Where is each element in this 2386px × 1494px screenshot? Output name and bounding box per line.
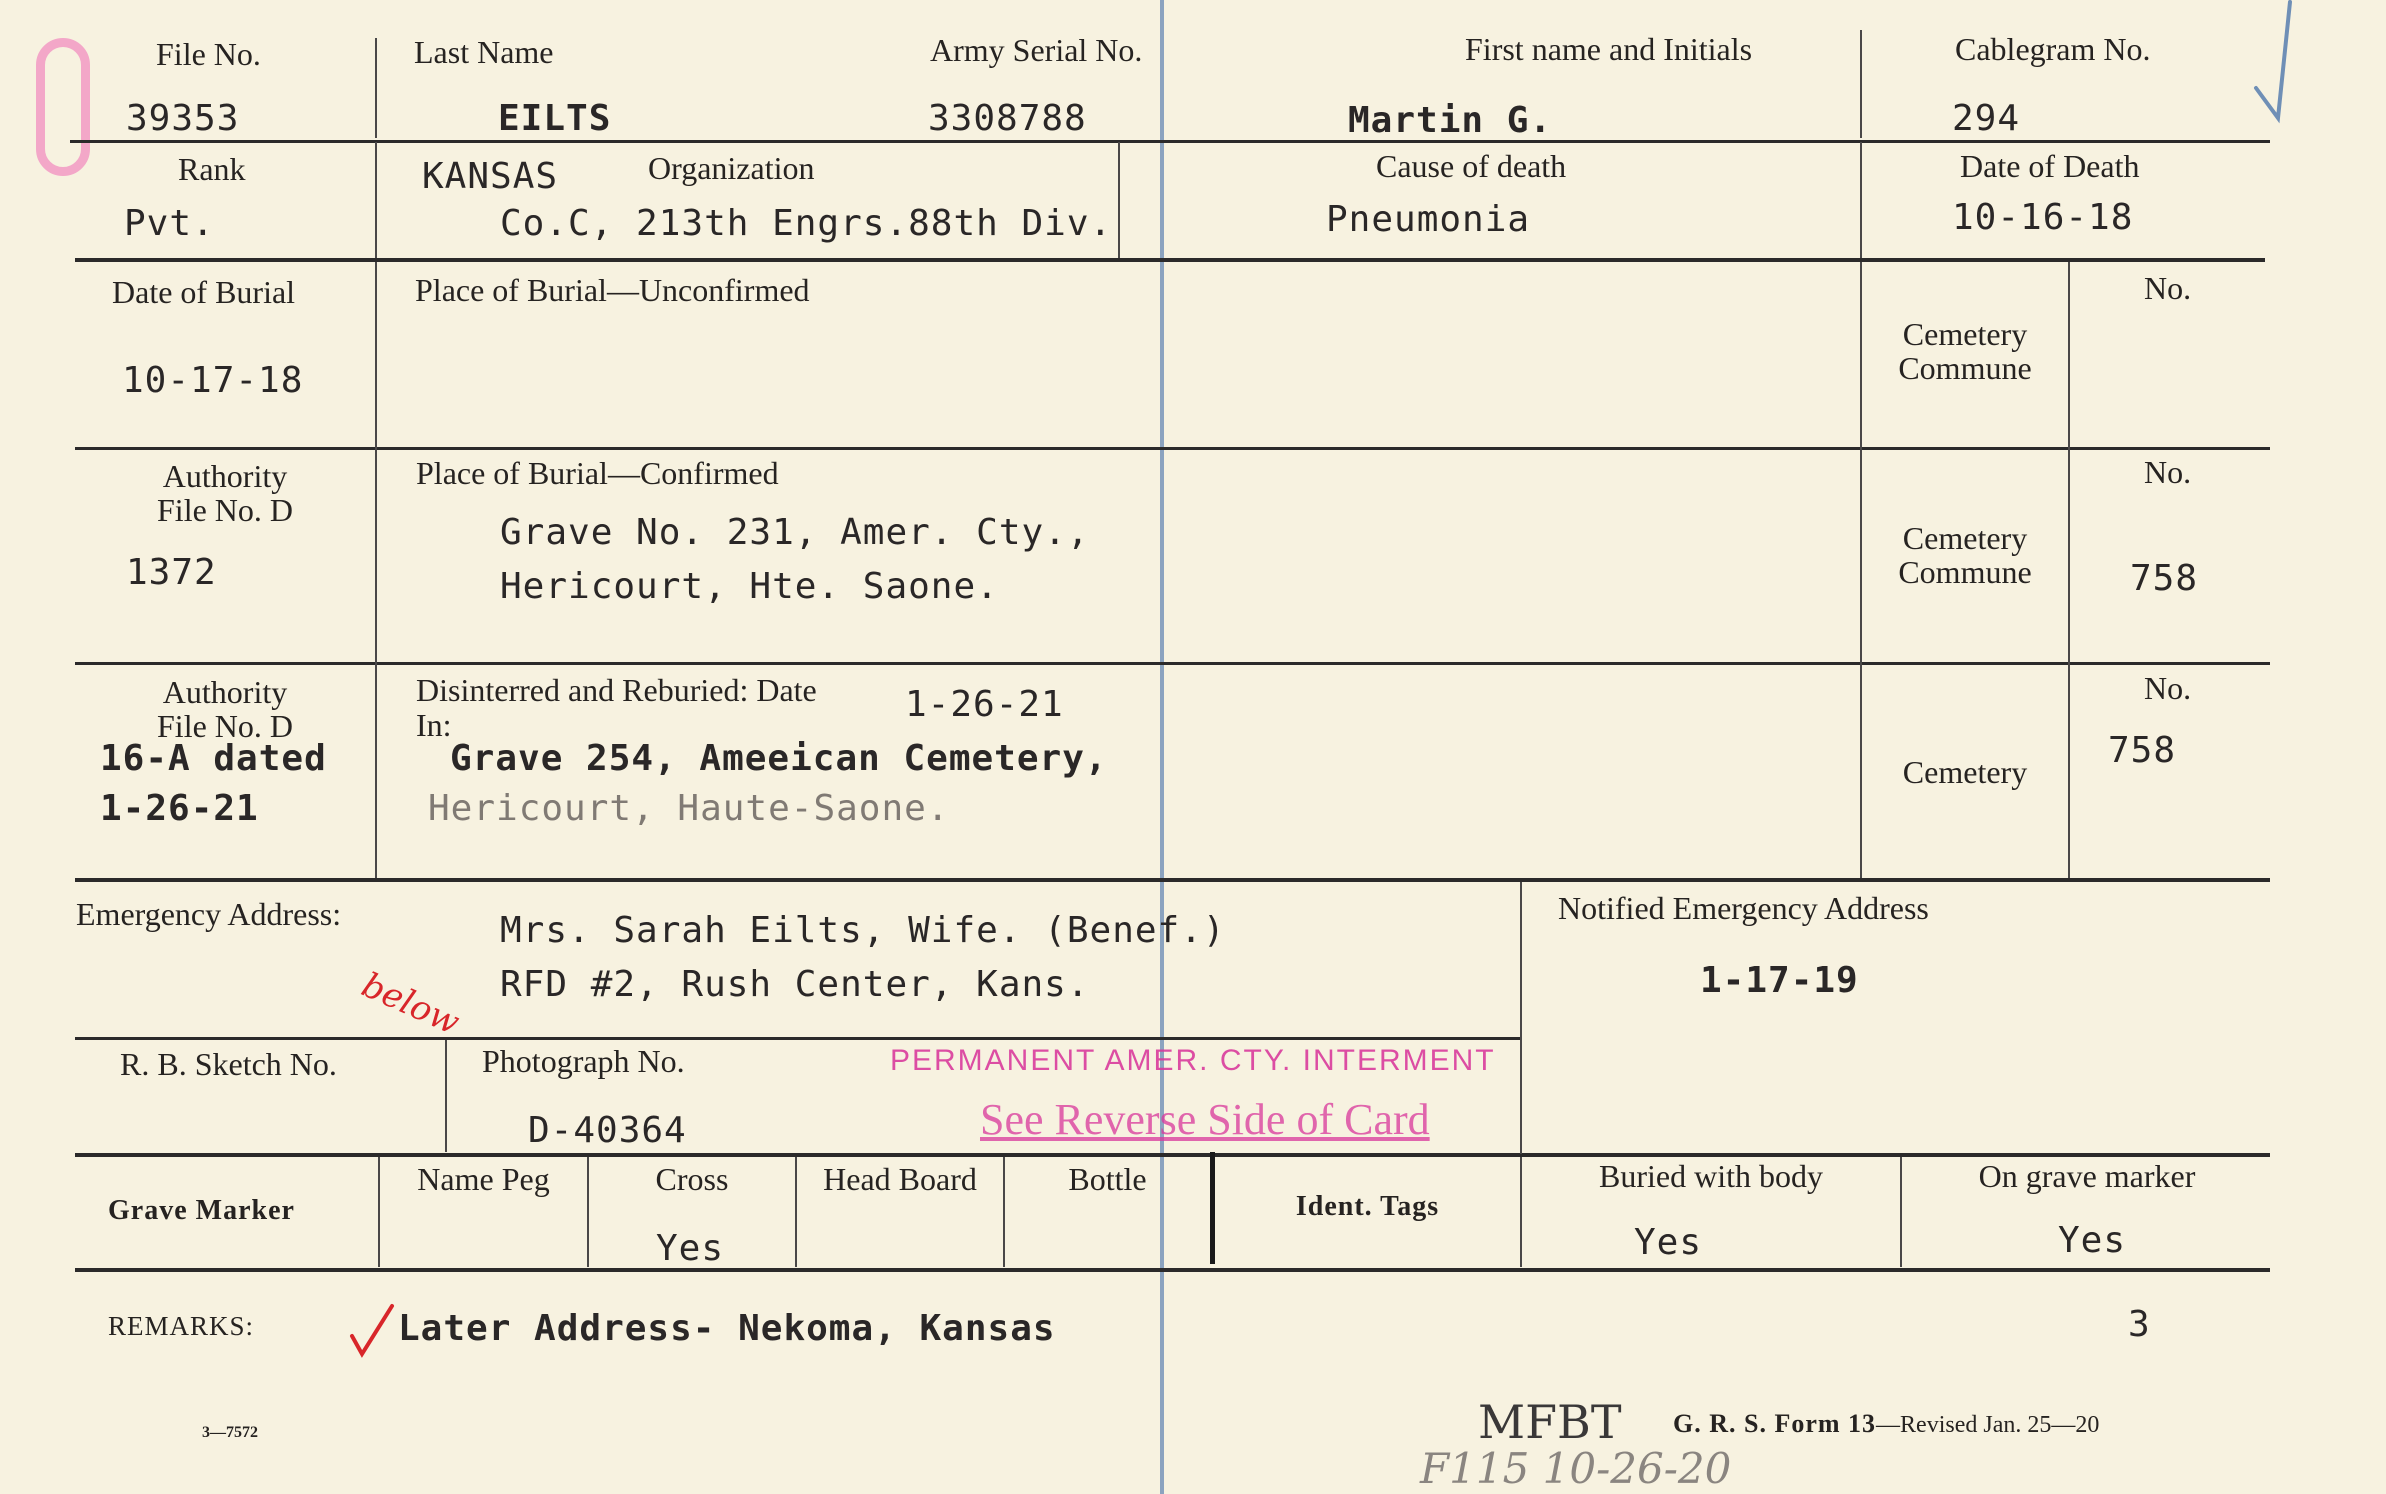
name-peg-label: Name Peg [417,1161,550,1197]
confirmed-no-label: No. [2144,454,2192,490]
reburial-authority-line2: 1-26-21 [100,788,259,829]
confirmed-place-label: Place of Burial—Confirmed [416,455,779,491]
file-no-label: File No. [156,36,261,72]
see-reverse-stamp: See Reverse Side of Card [980,1095,1430,1144]
cross-label: Cross [655,1161,729,1197]
buried-with-body-label: Buried with body [1599,1158,1823,1194]
printer-code: 3—7572 [202,1424,258,1441]
on-grave-marker-label: On grave marker [1978,1158,2196,1194]
reburial-line2: Hericourt, Haute-Saone. [428,788,950,829]
form-name: G. R. S. Form 13 [1673,1409,1877,1438]
confirmed-place-line2: Hericourt, Hte. Saone. [500,566,999,607]
reburial-in-label: In: [416,707,452,743]
file-no-value: 39353 [126,98,240,139]
reburial-label: Disinterred and Reburied: Date [416,672,817,708]
rank-label: Rank [178,151,246,187]
rb-sketch-label: R. B. Sketch No. [120,1046,337,1082]
confirmed-authority-label: Authority [162,458,288,494]
confirmed-file-no-label: File No. D [157,492,293,528]
cause-label: Cause of death [1376,148,1567,184]
first-name-value: Martin G. [1348,100,1553,141]
reburial-cemetery-label: Cemetery [1902,754,2028,790]
cause-value: Pneumonia [1326,199,1531,240]
handwritten-note: below [355,965,466,1044]
handwritten-footer-note: F115 10-26-20 [1420,1444,1732,1493]
ident-tags-label: Ident. Tags [1295,1191,1440,1222]
blue-check-icon [2250,0,2300,130]
form-revised: —Revised Jan. 25—20 [1876,1412,2100,1438]
date-of-burial-label: Date of Burial [112,274,296,310]
emergency-line2: RFD #2, Rush Center, Kans. [500,964,1090,1005]
state-value: KANSAS [422,156,559,197]
organization-value: Co.C, 213th Engrs.88th Div. [500,203,1113,244]
reburial-authority-line1: 16-A dated [100,738,327,779]
date-of-death-value: 10-16-18 [1952,197,2134,238]
last-name-value: EILTS [498,98,612,139]
confirmed-commune-label: Commune [1898,554,2032,590]
rank-value: Pvt. [124,203,215,244]
reburial-date: 1-26-21 [905,684,1064,725]
paper-clip-mark [36,38,90,176]
remarks-text: Later Address- Nekoma, Kansas [398,1308,1056,1349]
form-number [1673,1410,2099,1438]
date-of-burial-value: 10-17-18 [122,360,304,401]
unconfirmed-cemetery-label: Cemetery [1902,316,2028,352]
initials-stamp: MFBT [1478,1395,1622,1449]
cablegram-value: 294 [1952,98,2021,139]
organization-label: Organization [648,150,815,186]
cross-value: Yes [656,1228,725,1269]
reburial-line1: Grave 254, Ameeican Cemetery, [450,738,1108,779]
unconfirmed-commune-label: Commune [1898,350,2032,386]
serial-label: Army Serial No. [930,32,1143,68]
confirmed-place-line1: Grave No. 231, Amer. Cty., [500,512,1090,553]
photograph-value: D-40364 [528,1110,687,1151]
photograph-label: Photograph No. [482,1043,685,1079]
reburial-file-no-label: File No. D [157,708,293,744]
confirmed-no-value: 758 [2130,558,2199,599]
serial-value: 3308788 [928,98,1087,139]
on-grave-marker-value: Yes [2058,1220,2127,1261]
remarks-number: 3 [2128,1304,2151,1345]
buried-with-body-value: Yes [1634,1222,1703,1263]
unconfirmed-no-label: No. [2144,270,2192,306]
first-name-label: First name and Initials [1465,31,1753,67]
remarks-label: REMARKS: [108,1311,255,1341]
grave-marker-label: Grave Marker [108,1195,295,1226]
cablegram-label: Cablegram No. [1955,31,2151,67]
confirmed-authority-value: 1372 [126,552,217,593]
red-check-icon [348,1300,398,1360]
reburial-no-label: No. [2144,670,2192,706]
date-of-death-label: Date of Death [1960,148,2140,184]
notified-date: 1-17-19 [1700,960,1859,1001]
head-board-label: Head Board [823,1161,977,1197]
emergency-label: Emergency Address: [76,896,342,932]
confirmed-cemetery-label: Cemetery [1902,520,2028,556]
emergency-line1: Mrs. Sarah Eilts, Wife. (Benef.) [500,910,1226,951]
reburial-authority-label: Authority [162,674,288,710]
last-name-label: Last Name [414,34,554,70]
notified-label: Notified Emergency Address [1558,890,1929,926]
permanent-interment-stamp: PERMANENT AMER. CTY. INTERMENT [890,1044,1496,1077]
unconfirmed-place-label: Place of Burial—Unconfirmed [415,272,810,308]
bottle-label: Bottle [1068,1161,1147,1197]
reburial-no-value: 758 [2108,730,2177,771]
